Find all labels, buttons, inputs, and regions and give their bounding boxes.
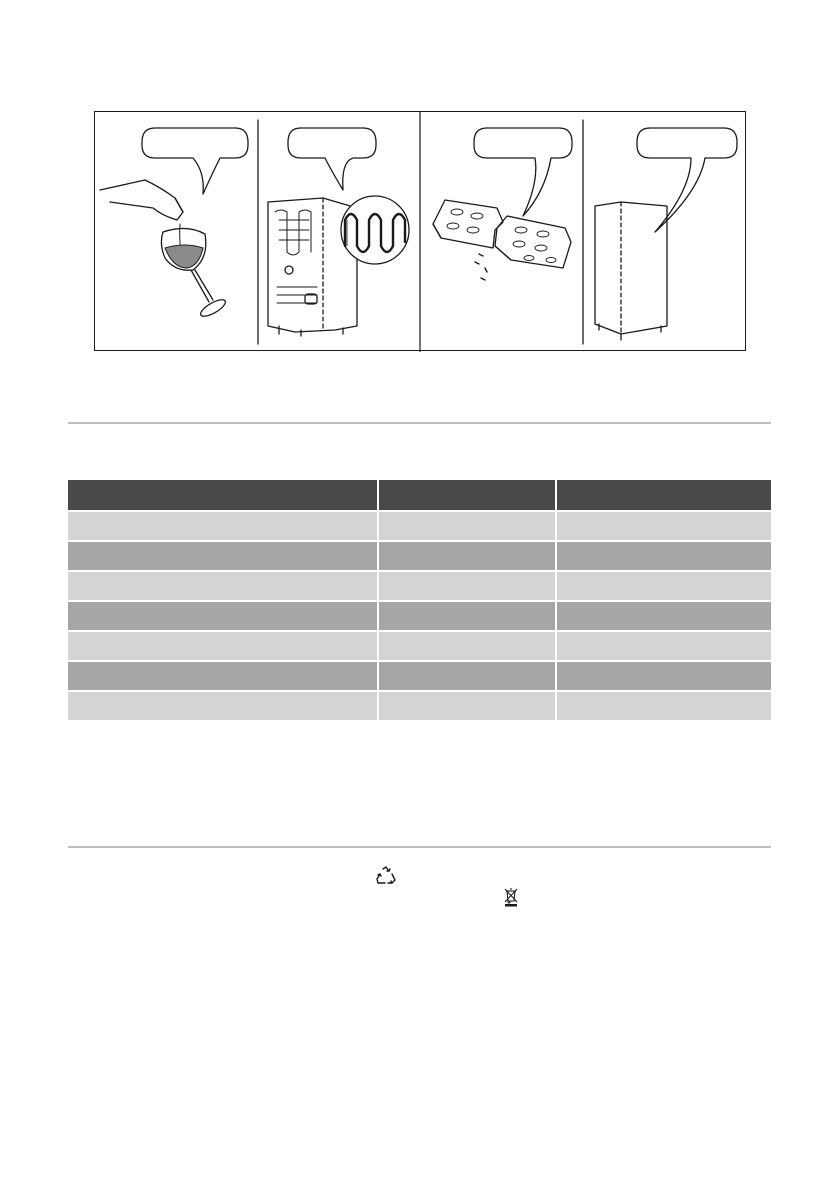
- table-header-cell: [379, 480, 557, 512]
- callout-bubble: [474, 128, 572, 216]
- table-cell: [68, 542, 379, 572]
- table-cell: [557, 572, 771, 602]
- table-cell: [68, 602, 379, 632]
- callout-bubble: [142, 128, 248, 194]
- wine-pouring-illustration: [100, 128, 248, 319]
- table-cell: [379, 692, 557, 722]
- table-row: [68, 632, 771, 662]
- section-rule-1: [68, 422, 771, 424]
- table-cell: [557, 512, 771, 542]
- table-cell: [68, 692, 379, 722]
- table-row: [68, 572, 771, 602]
- ice-tray-illustration: [433, 128, 572, 280]
- table-cell: [557, 662, 771, 692]
- table-row: [68, 542, 771, 572]
- table-row: [68, 692, 771, 722]
- table-cell: [68, 662, 379, 692]
- table-cell: [379, 662, 557, 692]
- table-cell: [557, 542, 771, 572]
- section-rule-2: [68, 846, 771, 848]
- table-header-row: [68, 480, 771, 512]
- table-cell: [557, 602, 771, 632]
- callout-bubble: [637, 128, 737, 232]
- table-cell: [557, 692, 771, 722]
- cabinet-illustration: [595, 128, 737, 340]
- table-cell: [379, 542, 557, 572]
- table-cell: [68, 512, 379, 542]
- table-cell: [68, 632, 379, 662]
- table-row: [68, 512, 771, 542]
- table-header-cell: [68, 480, 379, 512]
- illustration-panel: [94, 111, 746, 351]
- callout-bubble: [288, 128, 376, 190]
- crossed-bin-icon: [503, 887, 519, 907]
- table-cell: [379, 632, 557, 662]
- table-cell: [379, 512, 557, 542]
- table-cell: [557, 632, 771, 662]
- condenser-illustration: [268, 128, 409, 336]
- table-cell: [379, 572, 557, 602]
- table-cell: [379, 602, 557, 632]
- spec-table: [68, 480, 771, 722]
- recycle-icon: [375, 865, 397, 887]
- illustration-drawing: [95, 112, 747, 352]
- table-row: [68, 662, 771, 692]
- table-header-cell: [557, 480, 771, 512]
- table-cell: [68, 572, 379, 602]
- table-row: [68, 602, 771, 632]
